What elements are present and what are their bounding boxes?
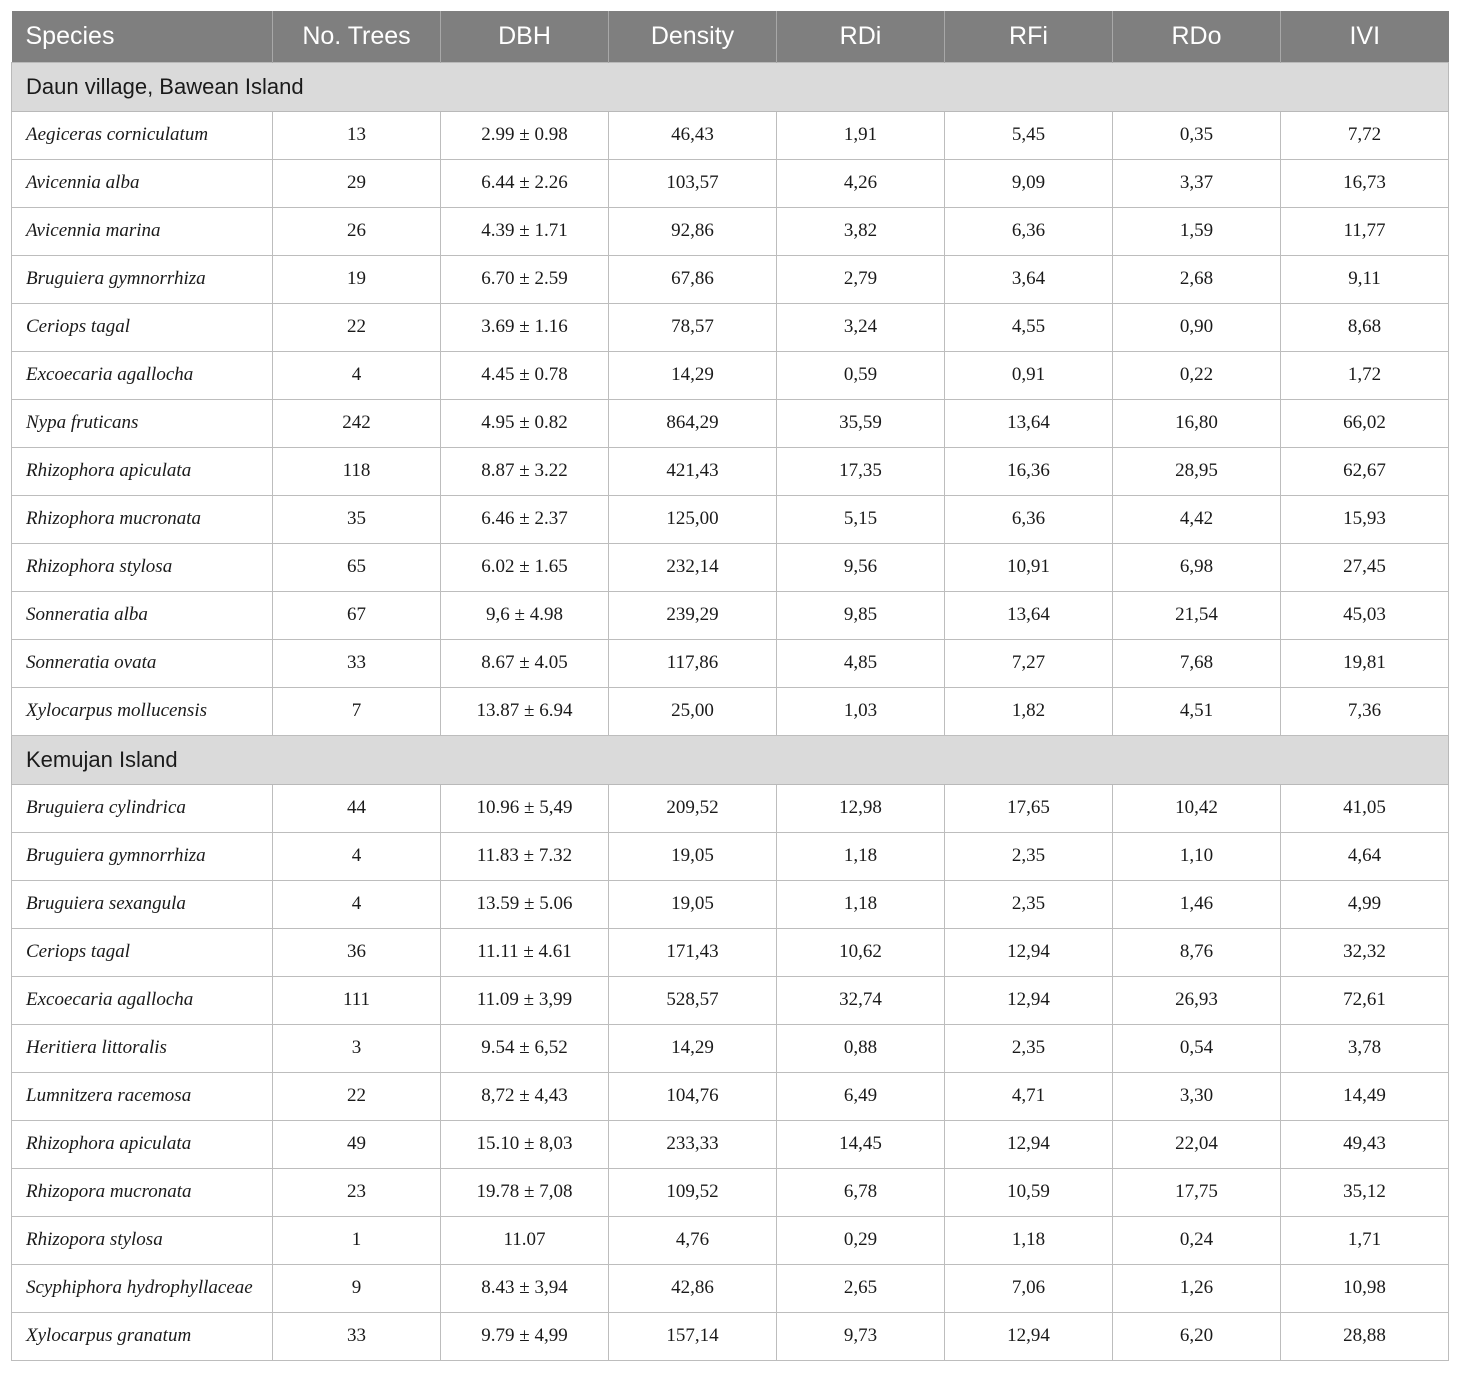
section-title: Kemujan Island (12, 735, 1449, 784)
cell-ivi: 41,05 (1281, 784, 1449, 832)
cell-rfi: 3,64 (945, 255, 1113, 303)
cell-dbh: 9.54 ± 6,52 (441, 1024, 609, 1072)
cell-rdo: 7,68 (1113, 639, 1281, 687)
cell-density: 421,43 (609, 447, 777, 495)
cell-density: 157,14 (609, 1312, 777, 1360)
cell-ivi: 19,81 (1281, 639, 1449, 687)
cell-rfi: 2,35 (945, 1024, 1113, 1072)
cell-ivi: 45,03 (1281, 591, 1449, 639)
cell-species: Rhizophora apiculata (12, 447, 273, 495)
table-row (12, 1216, 1449, 1264)
cell-density: 233,33 (609, 1120, 777, 1168)
cell-rdi: 14,45 (777, 1120, 945, 1168)
cell-rfi: 9,09 (945, 159, 1113, 207)
cell-dbh: 8.67 ± 4.05 (441, 639, 609, 687)
cell-rdi: 1,18 (777, 832, 945, 880)
cell-rdo: 21,54 (1113, 591, 1281, 639)
cell-species: Bruguiera gymnorrhiza (12, 832, 273, 880)
cell-rfi: 12,94 (945, 1312, 1113, 1360)
table-row (12, 1264, 1449, 1312)
table-row (12, 351, 1449, 399)
cell-rfi: 0,91 (945, 351, 1113, 399)
cell-rdi: 1,91 (777, 111, 945, 159)
cell-rfi: 13,64 (945, 591, 1113, 639)
cell-ivi: 8,68 (1281, 303, 1449, 351)
table-row (12, 447, 1449, 495)
cell-density: 42,86 (609, 1264, 777, 1312)
cell-no-trees: 26 (273, 207, 441, 255)
cell-no-trees: 3 (273, 1024, 441, 1072)
cell-density: 4,76 (609, 1216, 777, 1264)
cell-density: 14,29 (609, 1024, 777, 1072)
cell-ivi: 66,02 (1281, 399, 1449, 447)
table-row (12, 976, 1449, 1024)
cell-rdi: 17,35 (777, 447, 945, 495)
cell-species: Aegiceras corniculatum (12, 111, 273, 159)
table-row (12, 399, 1449, 447)
cell-rfi: 13,64 (945, 399, 1113, 447)
cell-ivi: 1,71 (1281, 1216, 1449, 1264)
cell-rdi: 35,59 (777, 399, 945, 447)
cell-no-trees: 35 (273, 495, 441, 543)
cell-dbh: 2.99 ± 0.98 (441, 111, 609, 159)
cell-ivi: 14,49 (1281, 1072, 1449, 1120)
cell-rfi: 4,55 (945, 303, 1113, 351)
cell-ivi: 4,64 (1281, 832, 1449, 880)
header-rdo: RDo (1113, 11, 1281, 62)
cell-ivi: 32,32 (1281, 928, 1449, 976)
cell-dbh: 13.87 ± 6.94 (441, 687, 609, 735)
table-row (12, 159, 1449, 207)
cell-rdo: 16,80 (1113, 399, 1281, 447)
cell-rdo: 1,10 (1113, 832, 1281, 880)
cell-rfi: 1,82 (945, 687, 1113, 735)
table-row (12, 1168, 1449, 1216)
cell-ivi: 16,73 (1281, 159, 1449, 207)
cell-dbh: 11.83 ± 7.32 (441, 832, 609, 880)
cell-dbh: 6.44 ± 2.26 (441, 159, 609, 207)
cell-species: Rhizopora stylosa (12, 1216, 273, 1264)
cell-species: Rhizophora apiculata (12, 1120, 273, 1168)
cell-no-trees: 44 (273, 784, 441, 832)
table-row (12, 832, 1449, 880)
cell-ivi: 9,11 (1281, 255, 1449, 303)
cell-species: Avicennia marina (12, 207, 273, 255)
cell-rfi: 6,36 (945, 495, 1113, 543)
cell-dbh: 6.46 ± 2.37 (441, 495, 609, 543)
cell-rdo: 0,22 (1113, 351, 1281, 399)
cell-rdo: 4,51 (1113, 687, 1281, 735)
cell-density: 104,76 (609, 1072, 777, 1120)
cell-rdo: 0,90 (1113, 303, 1281, 351)
table-row (12, 591, 1449, 639)
cell-rdo: 6,98 (1113, 543, 1281, 591)
cell-rdi: 9,56 (777, 543, 945, 591)
cell-dbh: 11.07 (441, 1216, 609, 1264)
cell-rdi: 9,85 (777, 591, 945, 639)
cell-species: Bruguiera gymnorrhiza (12, 255, 273, 303)
cell-no-trees: 4 (273, 351, 441, 399)
cell-rdi: 2,79 (777, 255, 945, 303)
table-row (12, 687, 1449, 735)
cell-ivi: 49,43 (1281, 1120, 1449, 1168)
cell-density: 864,29 (609, 399, 777, 447)
cell-no-trees: 33 (273, 1312, 441, 1360)
cell-dbh: 8.87 ± 3.22 (441, 447, 609, 495)
cell-rdo: 0,35 (1113, 111, 1281, 159)
cell-species: Xylocarpus granatum (12, 1312, 273, 1360)
cell-density: 67,86 (609, 255, 777, 303)
cell-no-trees: 65 (273, 543, 441, 591)
cell-ivi: 1,72 (1281, 351, 1449, 399)
cell-no-trees: 7 (273, 687, 441, 735)
cell-density: 239,29 (609, 591, 777, 639)
cell-species: Sonneratia alba (12, 591, 273, 639)
cell-no-trees: 22 (273, 1072, 441, 1120)
cell-rfi: 12,94 (945, 1120, 1113, 1168)
table-row (12, 303, 1449, 351)
cell-dbh: 19.78 ± 7,08 (441, 1168, 609, 1216)
cell-density: 103,57 (609, 159, 777, 207)
cell-ivi: 35,12 (1281, 1168, 1449, 1216)
cell-dbh: 11.11 ± 4.61 (441, 928, 609, 976)
table-row (12, 495, 1449, 543)
cell-density: 117,86 (609, 639, 777, 687)
cell-rdi: 2,65 (777, 1264, 945, 1312)
cell-rdi: 32,74 (777, 976, 945, 1024)
cell-species: Ceriops tagal (12, 928, 273, 976)
cell-rdi: 10,62 (777, 928, 945, 976)
cell-rfi: 1,18 (945, 1216, 1113, 1264)
header-species: Species (12, 11, 273, 62)
cell-rdi: 4,85 (777, 639, 945, 687)
cell-rdi: 0,59 (777, 351, 945, 399)
cell-no-trees: 1 (273, 1216, 441, 1264)
cell-ivi: 11,77 (1281, 207, 1449, 255)
cell-rfi: 5,45 (945, 111, 1113, 159)
cell-rdi: 1,03 (777, 687, 945, 735)
cell-no-trees: 36 (273, 928, 441, 976)
cell-rdi: 6,78 (777, 1168, 945, 1216)
cell-rdi: 4,26 (777, 159, 945, 207)
cell-rfi: 2,35 (945, 880, 1113, 928)
cell-species: Rhizopora mucronata (12, 1168, 273, 1216)
cell-ivi: 27,45 (1281, 543, 1449, 591)
table-row (12, 255, 1449, 303)
cell-rdi: 3,24 (777, 303, 945, 351)
cell-no-trees: 49 (273, 1120, 441, 1168)
cell-species: Rhizophora mucronata (12, 495, 273, 543)
cell-rdi: 12,98 (777, 784, 945, 832)
cell-dbh: 11.09 ± 3,99 (441, 976, 609, 1024)
cell-dbh: 10.96 ± 5,49 (441, 784, 609, 832)
cell-ivi: 15,93 (1281, 495, 1449, 543)
cell-density: 528,57 (609, 976, 777, 1024)
cell-ivi: 3,78 (1281, 1024, 1449, 1072)
cell-density: 19,05 (609, 832, 777, 880)
cell-density: 209,52 (609, 784, 777, 832)
cell-no-trees: 13 (273, 111, 441, 159)
cell-rdo: 2,68 (1113, 255, 1281, 303)
cell-rdo: 17,75 (1113, 1168, 1281, 1216)
cell-density: 232,14 (609, 543, 777, 591)
cell-dbh: 8.43 ± 3,94 (441, 1264, 609, 1312)
cell-ivi: 7,36 (1281, 687, 1449, 735)
cell-species: Nypa fruticans (12, 399, 273, 447)
cell-species: Lumnitzera racemosa (12, 1072, 273, 1120)
cell-rfi: 17,65 (945, 784, 1113, 832)
cell-species: Rhizophora stylosa (12, 543, 273, 591)
cell-no-trees: 33 (273, 639, 441, 687)
cell-dbh: 9.79 ± 4,99 (441, 1312, 609, 1360)
cell-species: Heritiera littoralis (12, 1024, 273, 1072)
cell-rdo: 6,20 (1113, 1312, 1281, 1360)
cell-density: 14,29 (609, 351, 777, 399)
cell-no-trees: 4 (273, 832, 441, 880)
table-body (12, 62, 1449, 1360)
header-density: Density (609, 11, 777, 62)
cell-rfi: 12,94 (945, 928, 1113, 976)
cell-rfi: 7,06 (945, 1264, 1113, 1312)
species-table (11, 11, 1449, 1361)
cell-rfi: 2,35 (945, 832, 1113, 880)
cell-rfi: 10,91 (945, 543, 1113, 591)
table-row (12, 543, 1449, 591)
table-row (12, 111, 1449, 159)
cell-rdo: 0,24 (1113, 1216, 1281, 1264)
cell-density: 78,57 (609, 303, 777, 351)
cell-dbh: 9,6 ± 4.98 (441, 591, 609, 639)
cell-ivi: 72,61 (1281, 976, 1449, 1024)
cell-dbh: 3.69 ± 1.16 (441, 303, 609, 351)
cell-ivi: 62,67 (1281, 447, 1449, 495)
header-no-trees: No. Trees (273, 11, 441, 62)
cell-density: 125,00 (609, 495, 777, 543)
cell-dbh: 4.39 ± 1.71 (441, 207, 609, 255)
cell-rfi: 10,59 (945, 1168, 1113, 1216)
cell-rdo: 1,26 (1113, 1264, 1281, 1312)
cell-dbh: 6.02 ± 1.65 (441, 543, 609, 591)
table-row (12, 880, 1449, 928)
header-ivi: IVI (1281, 11, 1449, 62)
section-title: Daun village, Bawean Island (12, 62, 1449, 111)
cell-rdo: 26,93 (1113, 976, 1281, 1024)
cell-species: Excoecaria agallocha (12, 351, 273, 399)
cell-rfi: 4,71 (945, 1072, 1113, 1120)
cell-no-trees: 19 (273, 255, 441, 303)
cell-dbh: 15.10 ± 8,03 (441, 1120, 609, 1168)
table-row (12, 784, 1449, 832)
cell-rfi: 12,94 (945, 976, 1113, 1024)
cell-rdo: 1,46 (1113, 880, 1281, 928)
cell-rdi: 0,88 (777, 1024, 945, 1072)
cell-rdo: 1,59 (1113, 207, 1281, 255)
cell-species: Xylocarpus mollucensis (12, 687, 273, 735)
cell-no-trees: 67 (273, 591, 441, 639)
cell-ivi: 7,72 (1281, 111, 1449, 159)
cell-density: 92,86 (609, 207, 777, 255)
cell-rdi: 3,82 (777, 207, 945, 255)
cell-ivi: 10,98 (1281, 1264, 1449, 1312)
cell-rdi: 1,18 (777, 880, 945, 928)
cell-ivi: 28,88 (1281, 1312, 1449, 1360)
cell-density: 19,05 (609, 880, 777, 928)
cell-rfi: 16,36 (945, 447, 1113, 495)
cell-dbh: 13.59 ± 5.06 (441, 880, 609, 928)
section-header-row (12, 62, 1449, 111)
cell-no-trees: 9 (273, 1264, 441, 1312)
header-dbh: DBH (441, 11, 609, 62)
cell-rfi: 6,36 (945, 207, 1113, 255)
cell-species: Avicennia alba (12, 159, 273, 207)
cell-dbh: 4.95 ± 0.82 (441, 399, 609, 447)
cell-density: 46,43 (609, 111, 777, 159)
cell-rdi: 9,73 (777, 1312, 945, 1360)
table-row (12, 639, 1449, 687)
table-row (12, 1312, 1449, 1360)
cell-rdo: 28,95 (1113, 447, 1281, 495)
cell-no-trees: 111 (273, 976, 441, 1024)
cell-rdo: 0,54 (1113, 1024, 1281, 1072)
table-row (12, 928, 1449, 976)
table-row (12, 1120, 1449, 1168)
cell-species: Bruguiera sexangula (12, 880, 273, 928)
cell-no-trees: 4 (273, 880, 441, 928)
cell-no-trees: 242 (273, 399, 441, 447)
section-header-row (12, 735, 1449, 784)
cell-dbh: 4.45 ± 0.78 (441, 351, 609, 399)
cell-dbh: 6.70 ± 2.59 (441, 255, 609, 303)
table-header-row (12, 11, 1449, 62)
cell-no-trees: 118 (273, 447, 441, 495)
cell-rdo: 4,42 (1113, 495, 1281, 543)
cell-species: Ceriops tagal (12, 303, 273, 351)
cell-rdi: 5,15 (777, 495, 945, 543)
cell-no-trees: 22 (273, 303, 441, 351)
header-rfi: RFi (945, 11, 1113, 62)
table-row (12, 1024, 1449, 1072)
cell-density: 109,52 (609, 1168, 777, 1216)
cell-dbh: 8,72 ± 4,43 (441, 1072, 609, 1120)
cell-species: Scyphiphora hydrophyllaceae (12, 1264, 273, 1312)
cell-no-trees: 23 (273, 1168, 441, 1216)
table-row (12, 207, 1449, 255)
cell-species: Bruguiera cylindrica (12, 784, 273, 832)
cell-rdi: 0,29 (777, 1216, 945, 1264)
cell-rdi: 6,49 (777, 1072, 945, 1120)
cell-density: 25,00 (609, 687, 777, 735)
cell-density: 171,43 (609, 928, 777, 976)
cell-rdo: 3,37 (1113, 159, 1281, 207)
cell-rdo: 10,42 (1113, 784, 1281, 832)
cell-rdo: 22,04 (1113, 1120, 1281, 1168)
table-row (12, 1072, 1449, 1120)
cell-species: Sonneratia ovata (12, 639, 273, 687)
cell-no-trees: 29 (273, 159, 441, 207)
cell-ivi: 4,99 (1281, 880, 1449, 928)
cell-species: Excoecaria agallocha (12, 976, 273, 1024)
cell-rfi: 7,27 (945, 639, 1113, 687)
cell-rdo: 3,30 (1113, 1072, 1281, 1120)
header-rdi: RDi (777, 11, 945, 62)
cell-rdo: 8,76 (1113, 928, 1281, 976)
